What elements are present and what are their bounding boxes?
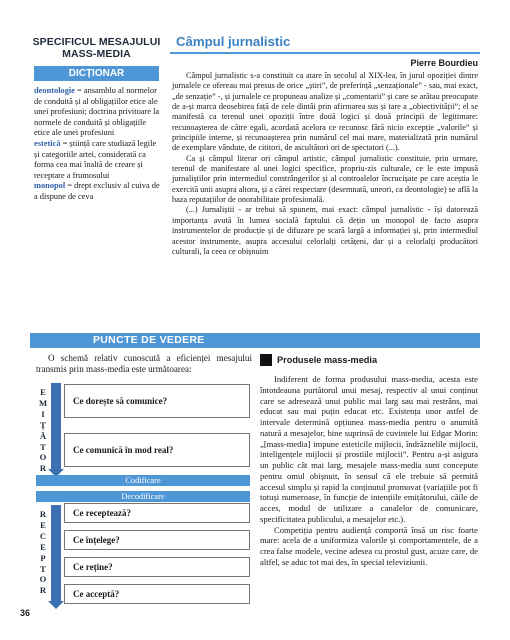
receptor-letters bbox=[36, 509, 50, 596]
letter: Ț bbox=[40, 419, 46, 430]
letter: R bbox=[39, 585, 47, 596]
product-heading bbox=[260, 354, 377, 366]
product-paragraph: Competiția pentru audiență comportă însă un risc foarte mare: acela de a uniformiza valorile și comportamentele, de a crea false modele, vecine adesea cu prostul gust, acuze care, de altfel, se aduc tot mai des, în special televiziunii. bbox=[260, 524, 478, 567]
product-body bbox=[260, 374, 478, 568]
sidebar-title: SPECIFICUL MESAJULUI MASS-MEDIA bbox=[32, 36, 161, 60]
letter: E bbox=[40, 541, 46, 552]
letter: I bbox=[41, 408, 45, 419]
schema-intro: O schemă relativ cunoscută a eficienței mesajului transmis prin mass-media este următoarea: bbox=[36, 353, 252, 375]
dictionary-entry bbox=[34, 139, 160, 181]
article-paragraph: Ca și câmpul literar ori câmpul artistic, câmpul jurnalistic constituie, prin urmare, terenul de manifestare al unei logici specifice, propriu-zis culturale, ce le este impusă jurnaliștilor prin intermediul constrângerilor și al controalelor încrucișate pe care aceștia le exercită unii asupra altora, și a cărei respectare (desemnată, uneori, ca deontologie) se află la baza reputațiilor de onorabilitate profesională. bbox=[172, 153, 478, 205]
article-title-rule bbox=[170, 52, 480, 54]
letter: M bbox=[38, 397, 48, 408]
page-number: 36 bbox=[20, 608, 31, 618]
product-heading-text: Produsele mass-media bbox=[277, 355, 378, 365]
dictionary-entry bbox=[34, 86, 160, 139]
decodificare-bar: Decodificare bbox=[36, 491, 250, 502]
dictionary-definition: = știință care studiază legile și categoriile artei, considerată ca forma cea mai înaltă de creare și receptare a frumosului bbox=[34, 138, 157, 180]
question-box: Ce reține? bbox=[64, 557, 250, 577]
section-title: PUNCTE DE VEDERE bbox=[93, 334, 205, 346]
dictionary-term: monopol bbox=[34, 181, 66, 191]
dictionary-header: DICȚIONAR bbox=[34, 66, 159, 81]
dictionary bbox=[34, 86, 160, 203]
letter: E bbox=[40, 519, 46, 530]
dictionary-definition: = drept exclusiv al cuiva de a dispune de ceva bbox=[34, 181, 160, 201]
dictionary-term: deontologie bbox=[34, 86, 75, 95]
letter: R bbox=[39, 463, 47, 474]
question-box: Ce înțelege? bbox=[64, 530, 250, 550]
letter: Ă bbox=[39, 430, 47, 441]
question-box: Ce comunică în mod real? bbox=[64, 433, 250, 467]
arrow-shaft-lower bbox=[51, 505, 61, 603]
codificare-bar: Codificare bbox=[36, 475, 250, 486]
letter: T bbox=[40, 563, 46, 574]
letter: R bbox=[39, 509, 47, 519]
dictionary-definition: = ansamblu al normelor de conduită și al obligațiilor etice ale unei profesiuni; doctrina privitoare la normele de conduită și obligațiile etice ale unei profesiuni bbox=[34, 86, 160, 138]
square-bullet-icon bbox=[260, 354, 272, 366]
dictionary-term: estetică bbox=[34, 138, 61, 148]
emitator-letters bbox=[36, 387, 50, 474]
dictionary-entry bbox=[34, 181, 160, 202]
letter: O bbox=[39, 452, 47, 463]
question-box: Ce acceptă? bbox=[64, 584, 250, 604]
article-paragraph: (...) Jurnaliștii - ar trebui să spunem, mai exact: câmpul jurnalistic - își datorează importanța avută în lumea socială faptului că dețin un monopol de facto asupra instrumentelor de producție și de difuzare pe scară largă a informației și, prin intermediul acestor instrumente, asupra accesului celorlalți cetățeni, dar și a celorlalți producători culturali, la ceea ce obișnuim bbox=[172, 205, 478, 256]
arrow-down-icon bbox=[48, 601, 64, 609]
letter: P bbox=[40, 552, 46, 563]
article-author: Pierre Bourdieu bbox=[410, 58, 478, 68]
letter: T bbox=[40, 441, 46, 452]
letter: E bbox=[40, 387, 46, 397]
question-box: Ce receptează? bbox=[64, 503, 250, 523]
letter: C bbox=[39, 530, 47, 541]
article-body bbox=[172, 71, 478, 257]
product-paragraph: Indiferent de forma produsului mass-media, acesta este întotdeauna purtătorul unui mesaj, respectiv al unui conținut care se adresează unui public mai larg sau mai restrâns, mai educat sau mai puțin educat etc. Existența unor astfel de intervale determină opțiunea mass-media pentru o anumită natură a mesajelor, bine suprinsă de cuvintele lui Edgar Morin: „[mass-media] impune esteticile mijlocii, îndrăznelile mijlocii, inteligențele mijlocii și prostiile mijlocii”. Pentru a-și asigura un public cât mai larg, mesajele mass-media sunt concepute pentru omul obișnuit, în sensul că ele trebuie să permită accesul simplu și rapid la conținutul promovat (variațiile pot fi totuși numeroase, în funcție de intențiile emițătorului, căile de acces, modul de utilizare a canalelor de comunicare, specificitatea publicului, a mesajelor etc.). bbox=[260, 374, 478, 524]
communication-schema bbox=[36, 383, 250, 609]
article-paragraph: Câmpul jurnalistic s-a constituit ca atare în secolul al XIX-lea, în jurul opoziției dintre jurnalele ce ofereau mai presus de orice „știri”, de preferință „senzaționale” - sau, mai exact, „de senzație” -, și jurnalele ce propuneau analize și „comentarii” și care se arătau preocupate de a-și marca deosebirea față de cele dintâi prin afirmarea sus și tare a „obiectivității”; el se manifestă ca terenul unei opoziții între două logici și două principii de legitimare: recunoașterea de către egali, acordată acelora ce recunosc fără nicio excepție „valorile” și principiile interne, și recunoașterea prin numărul cel mai mare, materializată prin numărul de exemplare vândute, de cititori, de ascultători ori de spectatori (...). bbox=[172, 71, 478, 153]
article-title: Câmpul jurnalistic bbox=[176, 34, 291, 49]
arrow-shaft-upper bbox=[51, 383, 61, 469]
letter: O bbox=[39, 574, 47, 585]
question-box: Ce dorește să comunice? bbox=[64, 384, 250, 418]
